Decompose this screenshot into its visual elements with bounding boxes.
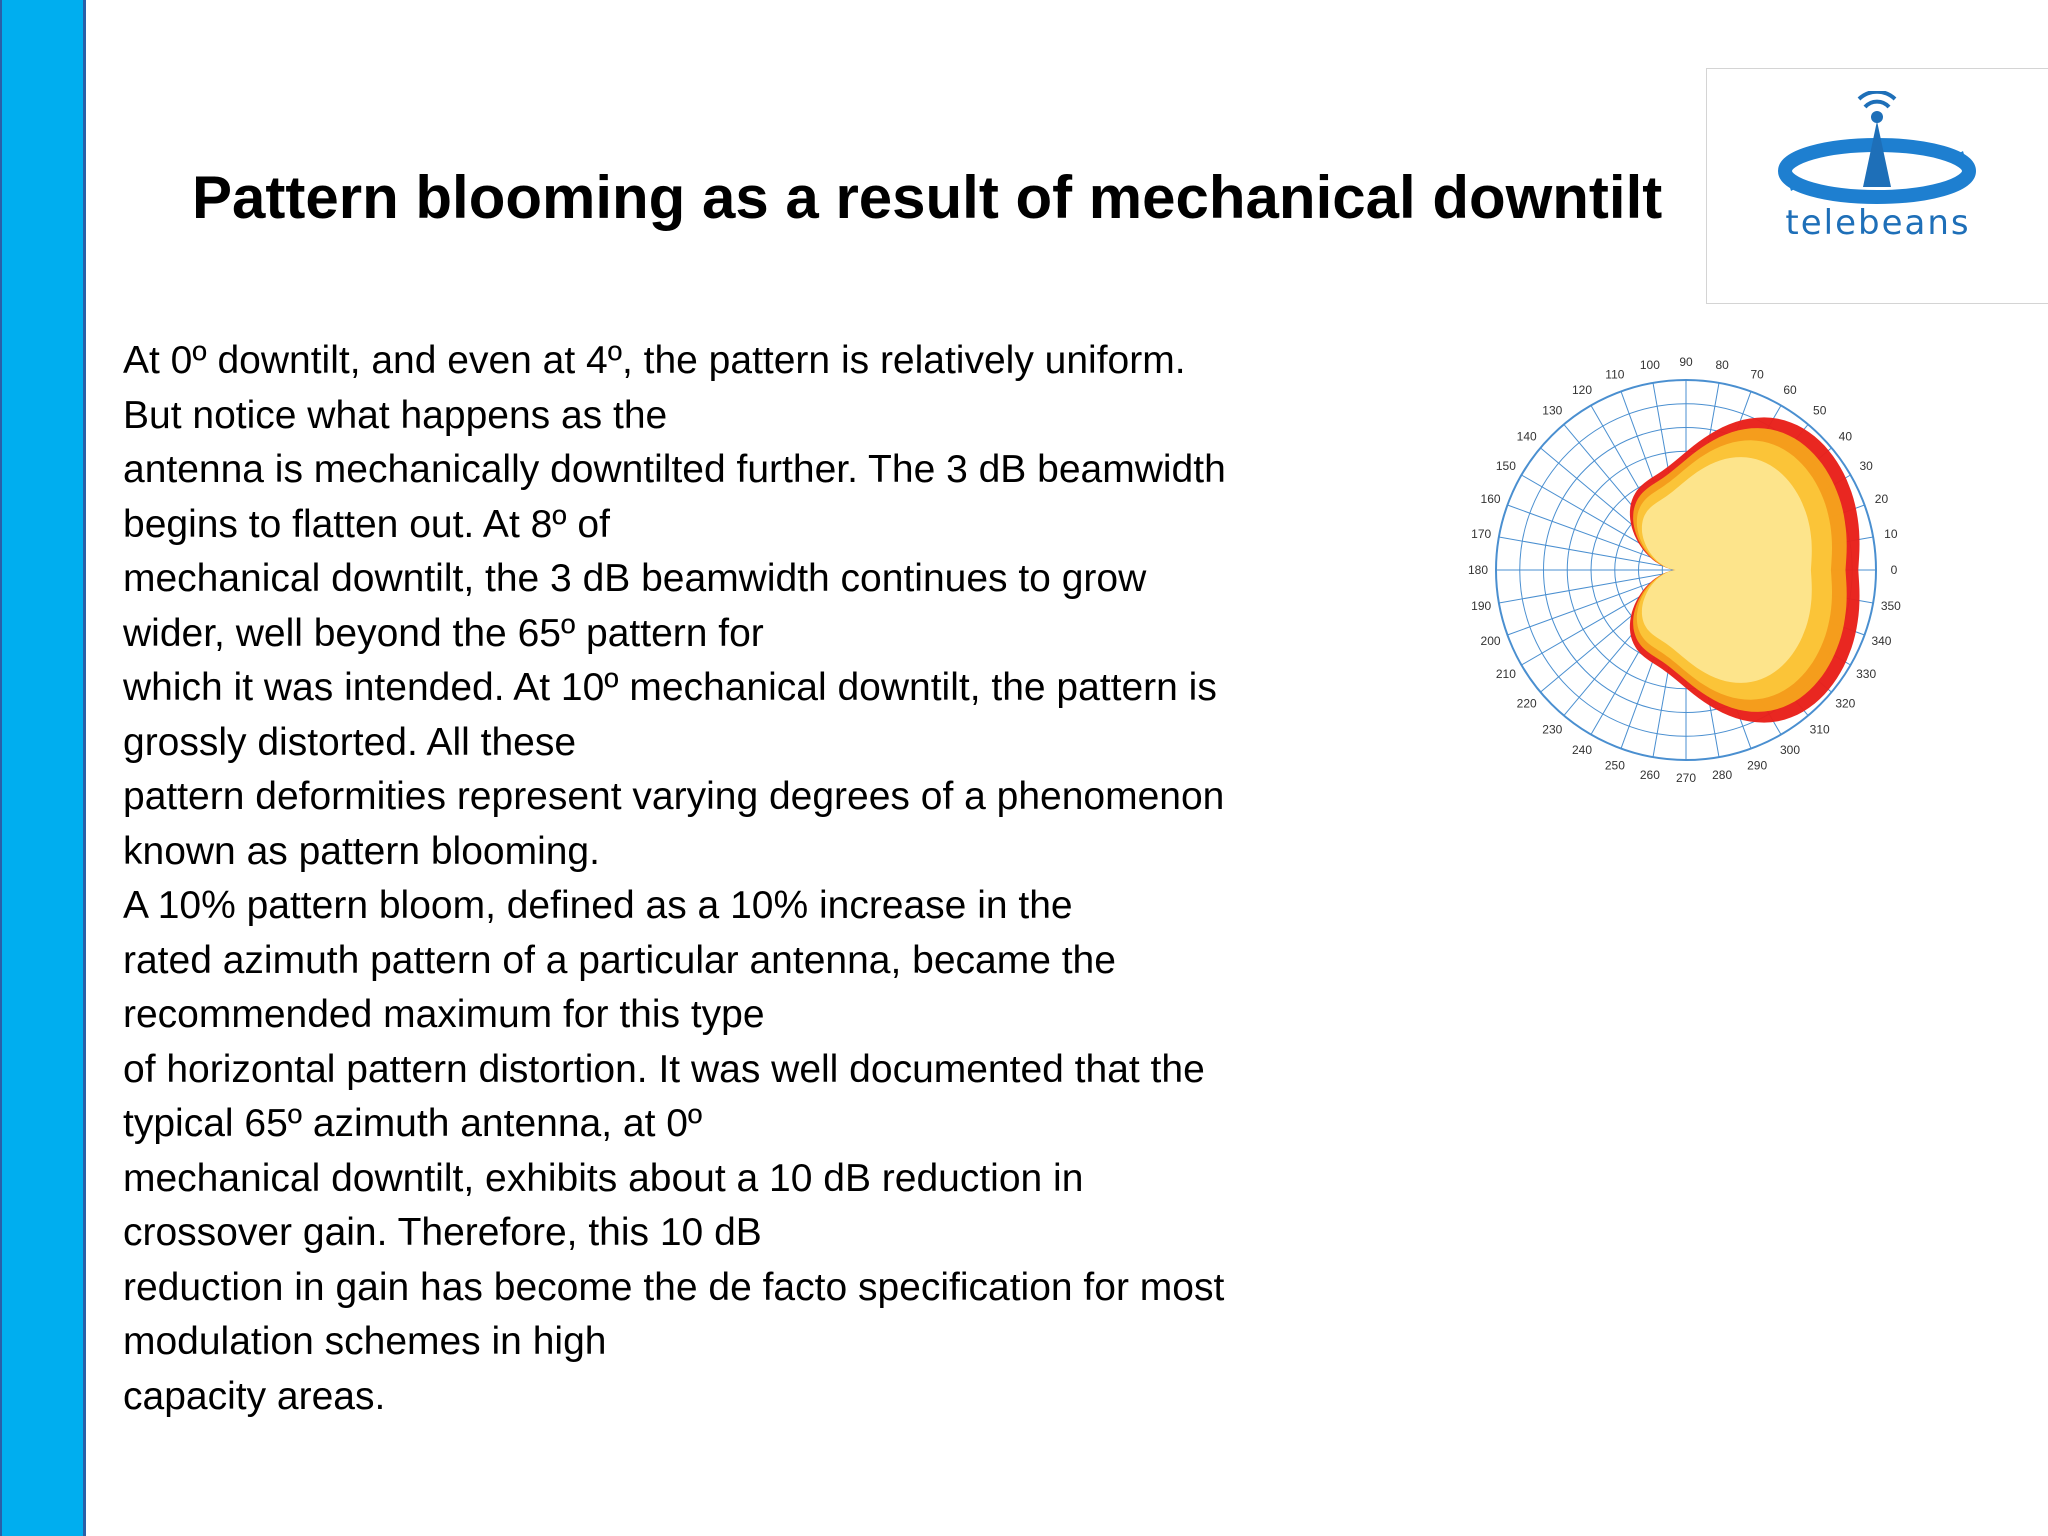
body-text-line: pattern deformities represent varying degrees of a phenomenon bbox=[123, 775, 1225, 818]
angle-label: 50 bbox=[1813, 403, 1827, 418]
angle-label: 270 bbox=[1675, 771, 1697, 785]
body-text-line: wider, well beyond the 65º pattern for bbox=[123, 611, 764, 655]
body-text-line: which it was intended. At 10º mechanical downtilt, the pattern is bbox=[123, 666, 1217, 709]
polar-pattern-svg bbox=[1440, 340, 1940, 800]
body-text-line: mechanical downtilt, the 3 dB beamwidth continues to grow bbox=[123, 557, 1147, 600]
angle-label: 200 bbox=[1480, 634, 1501, 649]
angle-label: 280 bbox=[1712, 767, 1733, 782]
angle-label: 130 bbox=[1542, 403, 1563, 418]
antenna-signal-ring-icon bbox=[1777, 91, 1977, 211]
body-text-line: known as pattern blooming. bbox=[123, 829, 600, 873]
angle-label: 190 bbox=[1471, 599, 1492, 614]
body-text-line: rated azimuth pattern of a particular antenna, became the bbox=[123, 938, 1116, 982]
polar-radiation-pattern bbox=[1440, 340, 1940, 800]
logo-text: telebeans bbox=[1785, 203, 1971, 243]
angle-label: 160 bbox=[1480, 491, 1501, 506]
angle-label: 320 bbox=[1835, 696, 1856, 711]
body-text-line: mechanical downtilt, exhibits about a 10 dB reduction in bbox=[123, 1156, 1084, 1200]
angle-label: 40 bbox=[1838, 429, 1853, 444]
body-text-line: typical 65º azimuth antenna, at 0º bbox=[123, 1102, 703, 1145]
body-text-line: crossover gain. Therefore, this 10 dB bbox=[123, 1211, 762, 1254]
angle-label: 140 bbox=[1516, 429, 1537, 444]
body-text-line: grossly distorted. All these bbox=[123, 720, 577, 764]
body-text-line: capacity areas. bbox=[123, 1374, 386, 1418]
angle-label: 10 bbox=[1884, 526, 1898, 541]
angle-label: 60 bbox=[1783, 382, 1797, 397]
angle-label: 100 bbox=[1639, 358, 1660, 373]
angle-label: 110 bbox=[1605, 367, 1625, 382]
angle-label: 240 bbox=[1571, 743, 1593, 758]
angle-label: 350 bbox=[1880, 599, 1901, 614]
body-text-line: reduction in gain has become the de facto specification for most bbox=[123, 1265, 1225, 1309]
angle-label: 210 bbox=[1495, 667, 1516, 681]
angle-label: 120 bbox=[1571, 382, 1593, 397]
angle-label: 290 bbox=[1747, 758, 1768, 773]
slide-title: Pattern blooming as a result of mechanical downtilt bbox=[192, 164, 1663, 231]
angle-label: 250 bbox=[1604, 758, 1625, 773]
body-text-line: At 0º downtilt, and even at 4º, the pattern is relatively uniform. bbox=[123, 339, 1186, 382]
body-text-line: antenna is mechanically downtilted further. The 3 dB beamwidth bbox=[123, 448, 1226, 491]
body-text-line: But notice what happens as the bbox=[123, 393, 668, 437]
angle-label: 260 bbox=[1639, 767, 1660, 782]
side-accent-bar bbox=[0, 0, 86, 1536]
angle-label: 90 bbox=[1679, 355, 1693, 369]
angle-label: 340 bbox=[1871, 634, 1892, 649]
angle-label: 0 bbox=[1890, 563, 1898, 577]
body-text bbox=[123, 334, 1353, 1424]
body-text-line: recommended maximum for this type bbox=[123, 993, 765, 1036]
body-text-line: modulation schemes in high bbox=[123, 1320, 607, 1363]
angle-label: 180 bbox=[1467, 563, 1489, 577]
angle-label: 310 bbox=[1809, 722, 1830, 737]
angle-label: 170 bbox=[1471, 526, 1492, 541]
body-text-line: of horizontal pattern distortion. It was well documented that the bbox=[123, 1047, 1205, 1091]
body-text-line: A 10% pattern bloom, defined as a 10% increase in the bbox=[123, 884, 1073, 927]
angle-label: 30 bbox=[1859, 459, 1873, 473]
angle-label: 220 bbox=[1516, 696, 1537, 711]
angle-label: 20 bbox=[1874, 491, 1889, 506]
angle-label: 330 bbox=[1856, 667, 1877, 681]
logo-box bbox=[1706, 68, 2048, 304]
angle-label: 70 bbox=[1750, 367, 1764, 382]
angle-label: 300 bbox=[1779, 743, 1801, 758]
angle-label: 150 bbox=[1495, 459, 1516, 473]
angle-label: 230 bbox=[1542, 722, 1563, 737]
angle-label: 80 bbox=[1715, 358, 1729, 373]
body-text-line: begins to flatten out. At 8º of bbox=[123, 502, 610, 546]
